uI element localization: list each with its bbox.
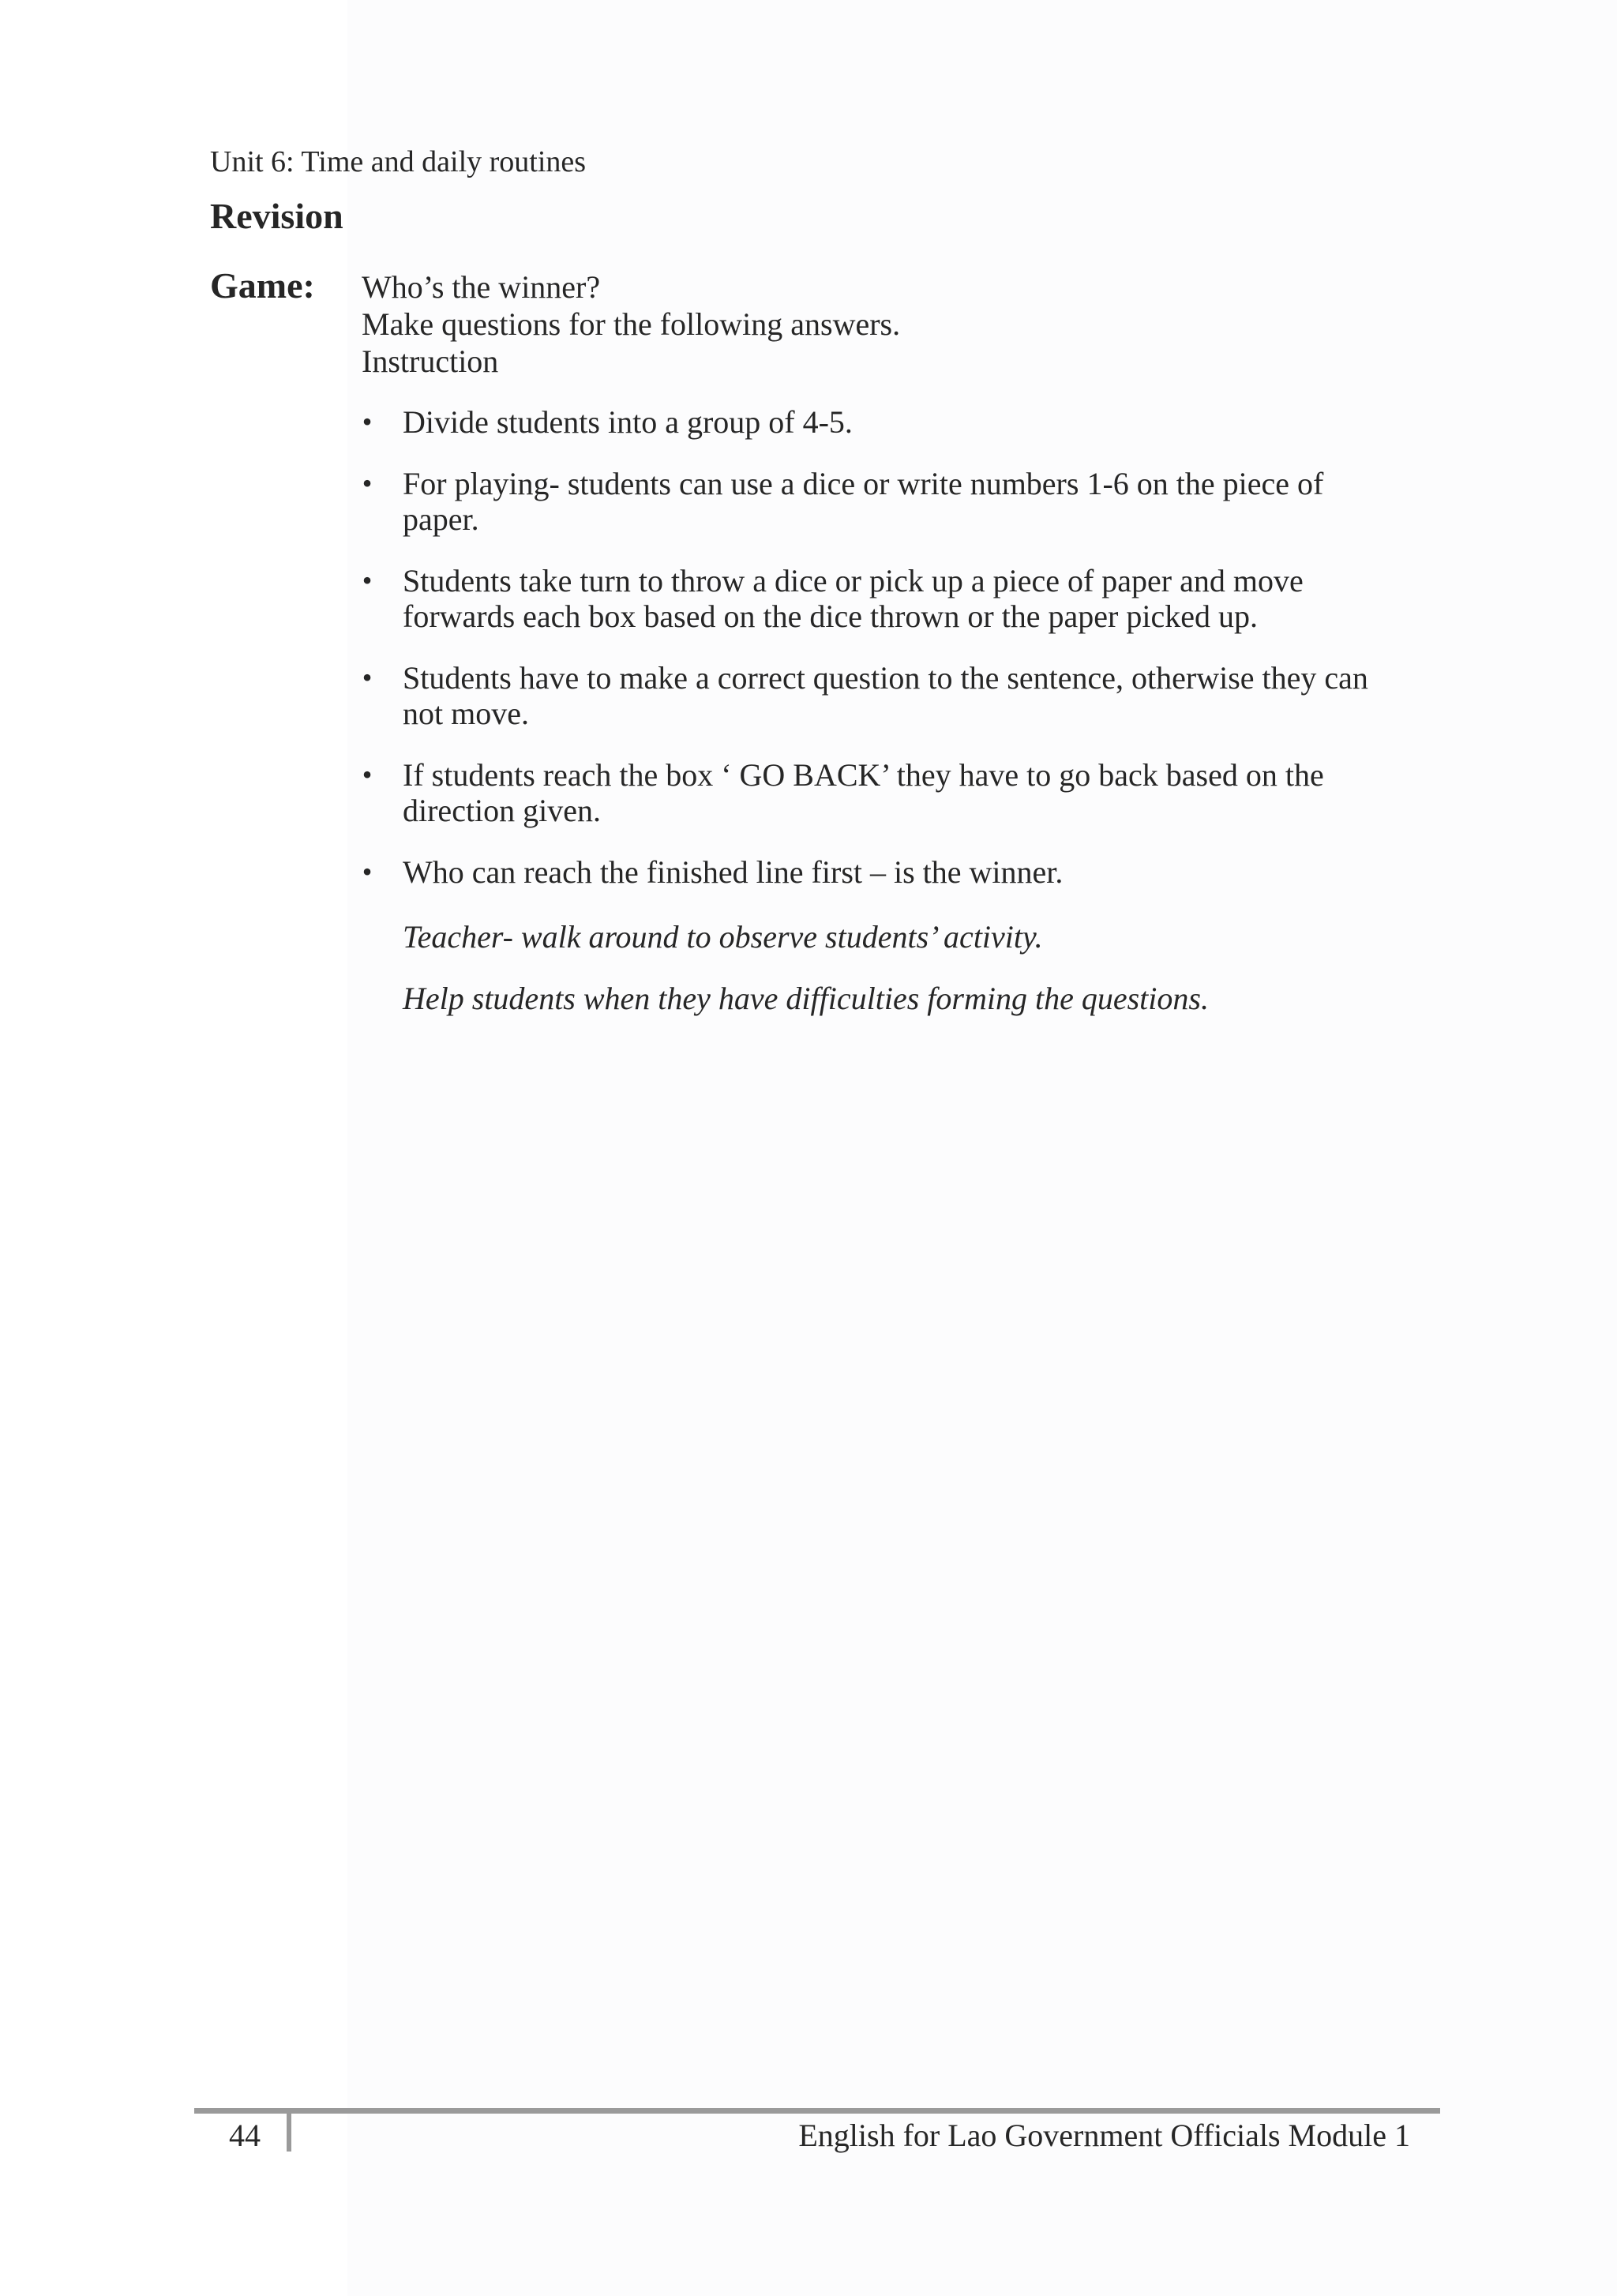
bullet-icon: • — [362, 662, 373, 693]
bullet-icon: • — [362, 565, 373, 596]
game-label: Game: — [210, 265, 315, 306]
game-intro — [362, 268, 900, 380]
instruction-item — [355, 854, 1398, 890]
teacher-note: Teacher- walk around to observe students’ activity. — [403, 919, 1043, 955]
instruction-item — [355, 466, 1398, 537]
bullet-icon: • — [362, 856, 373, 887]
instruction-text: If students reach the box ‘ GO BACK’ they have to go back based on the direction given. — [403, 757, 1324, 828]
instruction-heading: Instruction — [362, 343, 499, 379]
footer-rule — [194, 2108, 1440, 2114]
footer-divider — [287, 2114, 291, 2152]
section-title: Revision — [210, 196, 343, 236]
unit-header: Unit 6: Time and daily routines — [210, 145, 587, 178]
game-title: Who’s the winner? — [362, 269, 601, 305]
bullet-icon: • — [362, 759, 373, 790]
instruction-text: Who can reach the finished line first – is the winner. — [403, 854, 1064, 890]
instruction-text: For playing- students can use a dice or write numbers 1-6 on the piece of paper. — [403, 466, 1324, 537]
instruction-item — [355, 404, 1398, 440]
game-task: Make questions for the following answers. — [362, 306, 901, 342]
instruction-text: Students have to make a correct question to the sentence, otherwise they can not move. — [403, 660, 1368, 731]
instruction-item — [355, 660, 1398, 731]
instruction-text: Students take turn to throw a dice or pick up a piece of paper and move forwards each box based on the dice thrown or the paper picked up. — [403, 563, 1304, 634]
teacher-note: Help students when they have difficulties forming the questions. — [403, 981, 1209, 1016]
page-number: 44 — [229, 2118, 261, 2153]
instruction-item — [355, 757, 1398, 828]
bullet-icon: • — [362, 467, 373, 499]
instruction-text: Divide students into a group of 4-5. — [403, 404, 853, 440]
footer-book-title: English for Lao Government Officials Module 1 — [798, 2118, 1410, 2153]
instruction-list — [355, 404, 1398, 916]
instruction-item — [355, 563, 1398, 634]
bullet-icon: • — [362, 406, 373, 437]
